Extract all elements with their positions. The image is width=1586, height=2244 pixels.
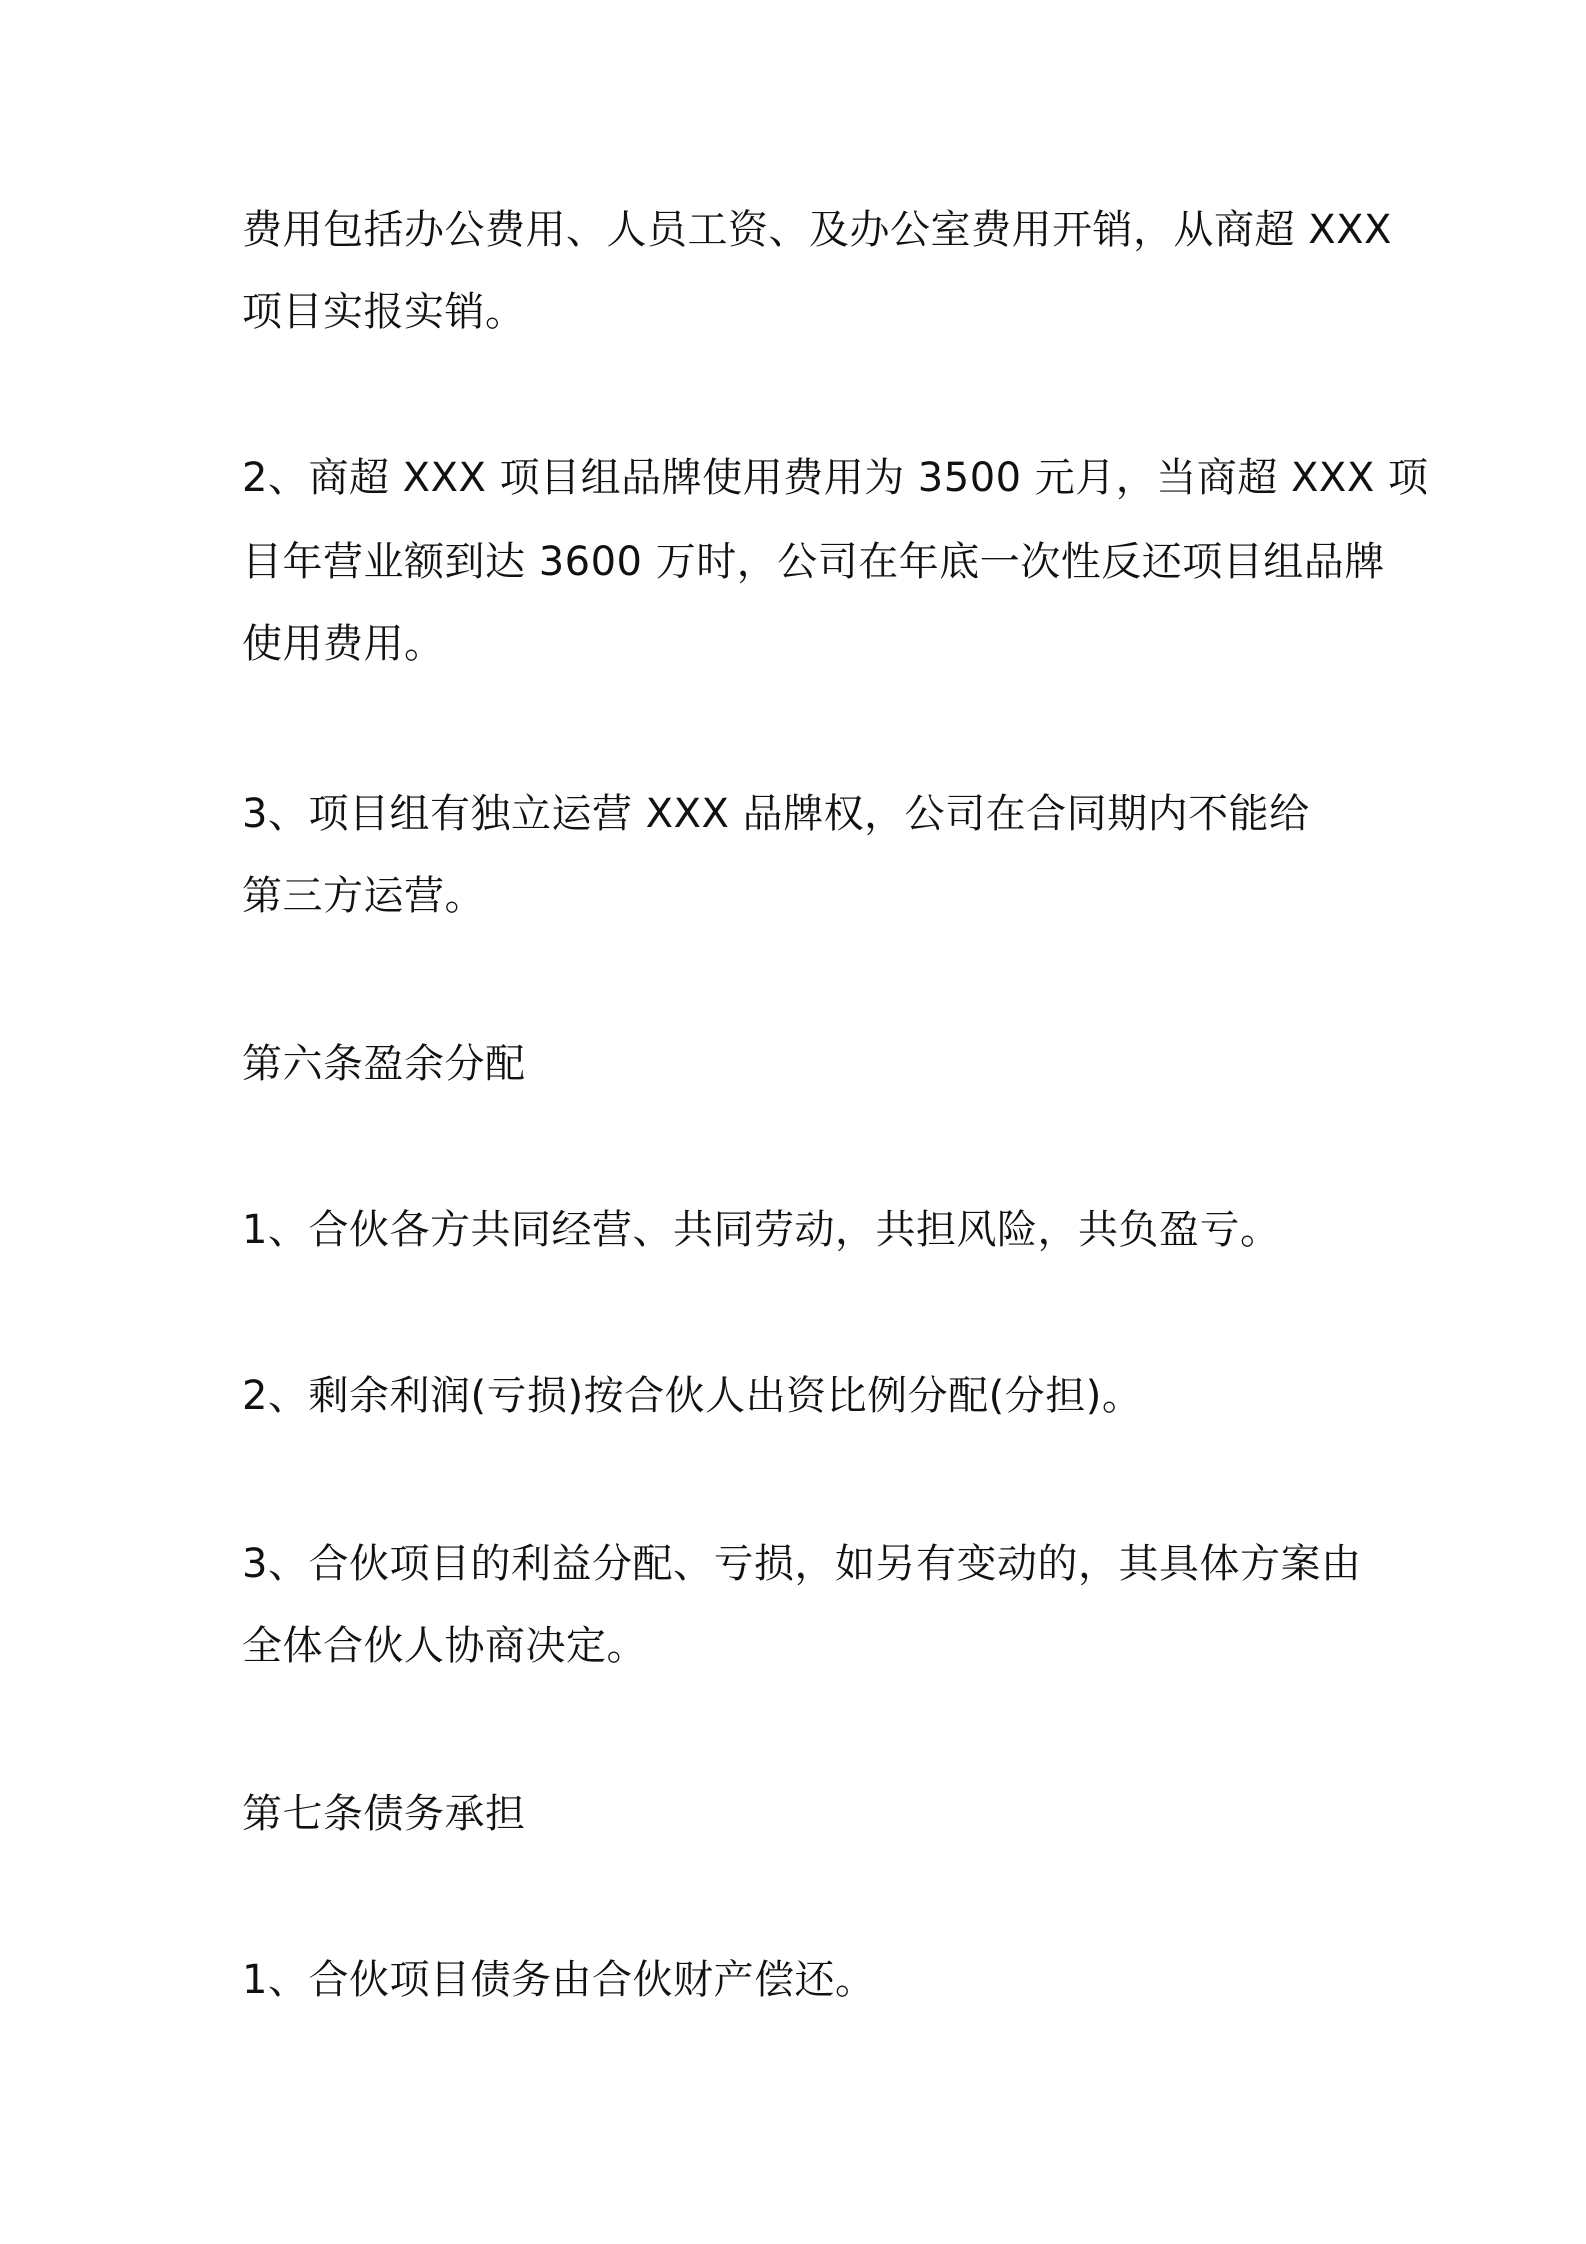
profit-clause-3-line-1: 3、合伙项目的利益分配、亏损，如另有变动的，其具体方案由: [242, 1541, 1362, 1587]
profit-clause-2: 2、剩余利润(亏损)按合伙人出资比例分配(分担)。: [242, 1373, 1143, 1419]
paragraph-expenses-line-1: 费用包括办公费用、人员工资、及办公室费用开销，从商超 XXX: [242, 207, 1392, 253]
paragraph-expenses-line-2: 项目实报实销。: [242, 289, 526, 335]
clause-2-brand-fee-line-2: 目年营业额到达 3600 万时，公司在年底一次性反还项目组品牌: [242, 539, 1385, 585]
section-heading-profit-distribution: 第六条盈余分配: [242, 1041, 526, 1087]
profit-clause-1: 1、合伙各方共同经营、共同劳动，共担风险，共负盈亏。: [242, 1207, 1281, 1253]
debt-clause-1: 1、合伙项目债务由合伙财产偿还。: [242, 1957, 876, 2003]
section-heading-debt-liability: 第七条债务承担: [242, 1791, 526, 1837]
clause-2-brand-fee-line-3: 使用费用。: [242, 621, 445, 667]
clause-3-brand-rights-line-2: 第三方运营。: [242, 873, 485, 919]
profit-clause-3-line-2: 全体合伙人协商决定。: [242, 1623, 647, 1669]
clause-2-brand-fee-line-1: 2、商超 XXX 项目组品牌使用费用为 3500 元月，当商超 XXX 项: [242, 455, 1429, 501]
clause-3-brand-rights-line-1: 3、项目组有独立运营 XXX 品牌权，公司在合同期内不能给: [242, 791, 1310, 837]
